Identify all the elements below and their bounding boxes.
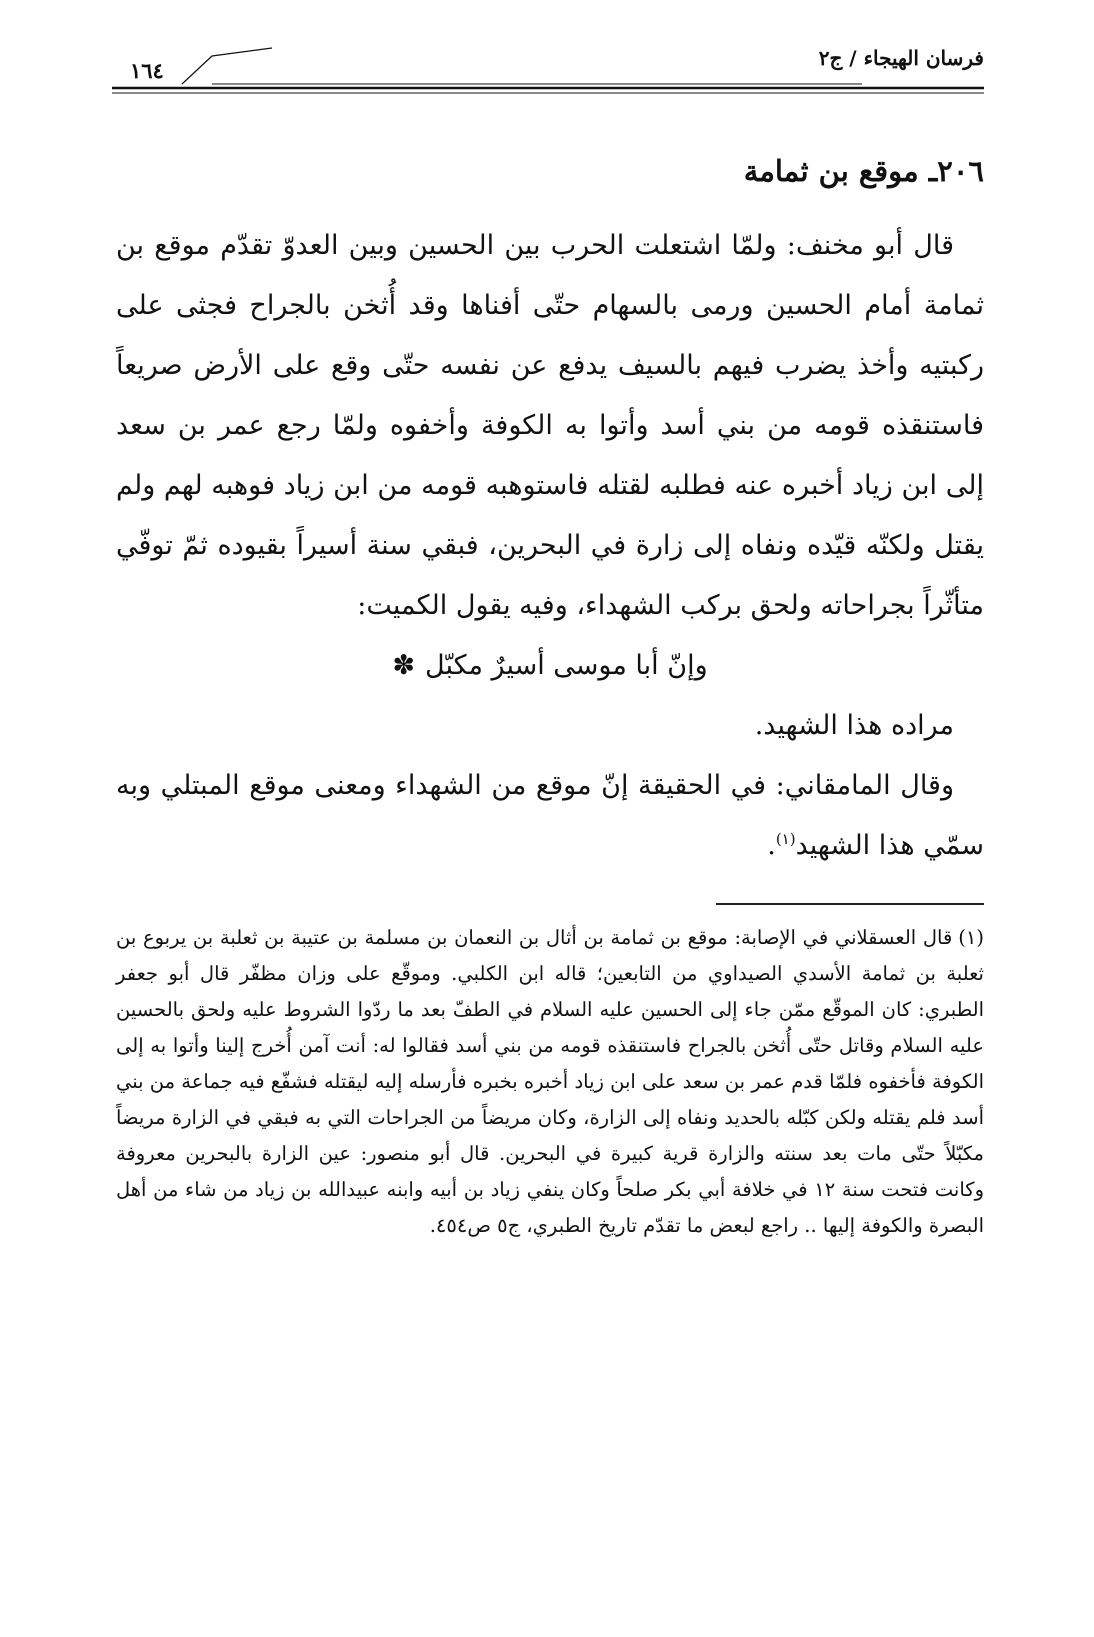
paragraph-with-footnote: [116, 756, 984, 876]
asterisk-icon: ✽: [392, 650, 415, 681]
paragraph-text: وقال المامقاني: في الحقيقة إنّ موقع من الشهداء ومعنى موقع المبتلي وبه سمّي هذا الشهيد: [116, 770, 984, 861]
page-number: ١٦٤: [130, 58, 164, 83]
main-text: [116, 216, 984, 876]
footnote-text: قال العسقلاني في الإصابة: موقع بن ثمامة بن أثال بن النعمان بن مسلمة بن عتيبة بن ثعلبة بن يربوع بن ثعلبة بن ثمامة الأسدي الصيداوي من التابعين؛ قاله ابن الكلبي. وموقّع على وزان مظفّر قال أبو جعفر الطبري: كان الموقّع ممّن جاء إلى الحسين عليه السلام في الطفّ بعد ما ردّوا الشروط عليه ولحق بالحسين عليه السلام وقاتل حتّى أُثخن بالجراح فاستنقذه قومه من بني أسد فقالوا له: أنت آمن أُخرج إلينا وأتوا به إلى الكوفة فأخفوه فلمّا قدم عمر بن سعد على ابن زياد أخبره بخبره فأرسله إليه ليقتله فشفّع فيه جماعة من بني أسد فلم يقتله ولكن كبّله بالحديد ونفاه إلى الزارة، وكان مريضاً من الجراحات التي به فبقي في الزارة مريضاً مكبّلاً حتّى مات بعد سنته والزارة قرية كبيرة في البحرين. قال أبو منصور: عين الزارة بالبحرين معروفة وكانت فتحت سنة ١٢ في خلافة أبي بكر صلحاً وكان ينفي زياد بن أبيه وابنه عبيدالله بن زياد من شاء من أهل البصرة والكوفة إليها .. راجع لبعض ما تقدّم تاريخ الطبري، ج٥ ص٤٥٤.: [116, 926, 984, 1237]
footnote: [116, 920, 984, 1244]
footnotes: [116, 920, 984, 1244]
footnote-reference[interactable]: (١): [775, 830, 796, 848]
paragraph-end: .: [767, 830, 776, 861]
book-title: فرسان الهيجاء / ج٢: [818, 46, 984, 70]
footnote-separator: [716, 903, 984, 905]
paragraph: قال أبو مخنف: ولمّا اشتعلت الحرب بين الحسين وبين العدوّ تقدّم موقع بن ثمامة أمام الحسين ورمى بالسهام حتّى أفناها وقد أُثخن بالجراح فجثى على ركبتيه وأخذ يضرب فيهم بالسيف يدفع عن نفسه حتّى وقع على الأرض صريعاً فاستنقذه قومه من بني أسد وأتوا به الكوفة وأخفوه ولمّا رجع عمر بن سعد إلى ابن زياد أخبره عنه فطلبه لقتله فاستوهبه قومه من ابن زياد فوهبه لهم ولم يقتل ولكنّه قيّده ونفاه إلى زارة في البحرين، فبقي سنة أسيراً بقيوده ثمّ توفّي متأثّراً بجراحاته ولحق بركب الشهداء، وفيه يقول الكميت:: [116, 230, 984, 621]
paragraph: مراده هذا الشهيد.: [754, 710, 954, 741]
poem-verse: [116, 636, 984, 696]
verse-text: وإنّ أبا موسى أسيرٌ مكبّل: [425, 650, 708, 681]
footnote-number: (١): [958, 926, 984, 949]
entry-heading: ٢٠٦ـ موقع بن ثمامة: [743, 154, 984, 188]
running-header: [112, 44, 984, 100]
